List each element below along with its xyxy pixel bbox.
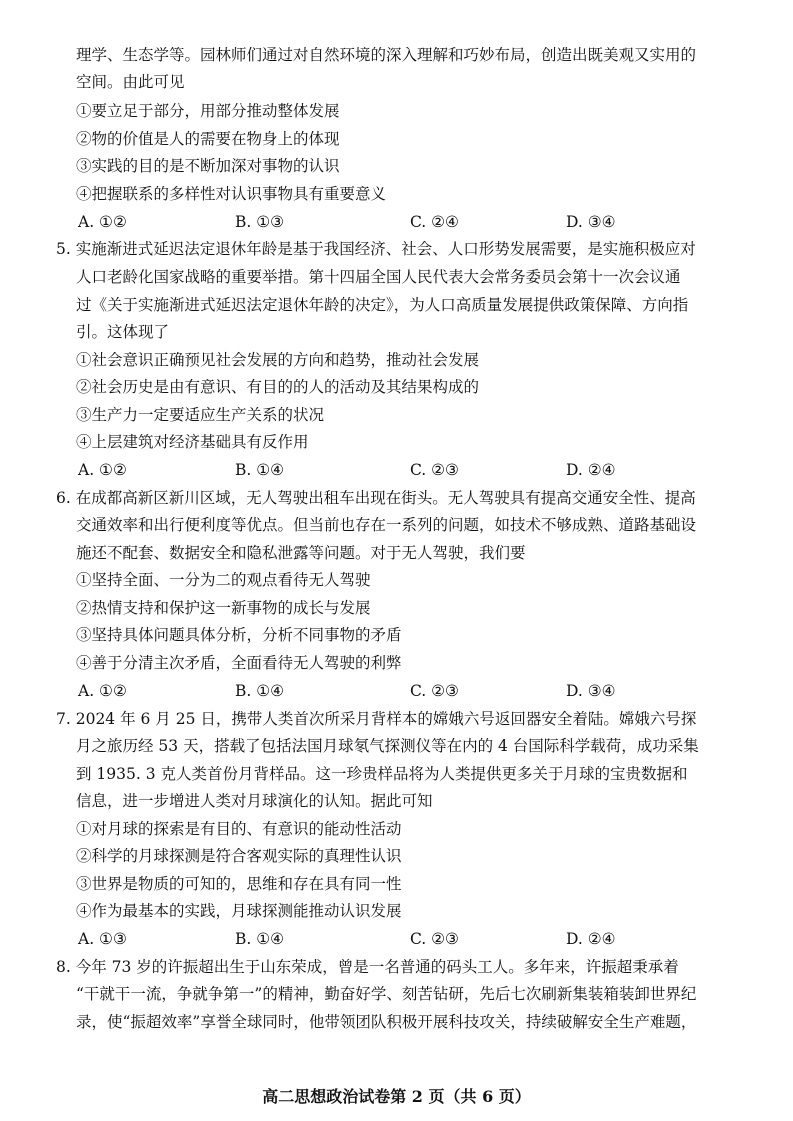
question-text-line: 月之旅历经 53 天，搭载了包括法国月球氡气探测仪等在内的 4 台国际科学载荷，成功采集 [76,737,699,755]
option-d: D. ②④ [566,930,616,948]
question-text-line: 6. 在成都高新区新川区域，无人驾驶出租车出现在街头。无人驾驶具有提高交通安全性、提高 [56,489,696,507]
option-c: C. ②③ [410,682,459,700]
question-text-line: 交通效率和出行便利度等优点。但当前也存在一系列的问题，如技术不够成熟、道路基础设 [76,516,697,534]
option-b: B. ①④ [235,461,285,479]
option-a: A. ①② [78,461,127,479]
statement-3: ③实践的目的是不断加深对事物的认识 [76,157,340,175]
statement-1: ①坚持全面、一分为二的观点看待无人驾驶 [76,571,371,589]
question-text-line: “干就干一流，争就争第一”的精神，勤奋好学、刻苦钻研，先后七次刷新集装箱装卸世界纪 [76,985,697,1003]
question-text-line: 引。这体现了 [76,323,170,341]
option-d: D. ③④ [566,213,616,231]
question-text-line: 信息，进一步增进人类对月球演化的认知。据此可知 [76,792,433,810]
question-text-line: 理学、生态学等。园林师们通过对自然环境的深入理解和巧妙布局，创造出既美观又实用的 [76,46,697,64]
option-c: C. ②④ [410,213,459,231]
question-text-line: 7. 2024 年 6 月 25 日，携带人类首次所采月背样本的嫦娥六号返回器安全着陆。嫦娥六号探 [56,710,697,728]
statement-1: ①对月球的探索是有目的、有意识的能动性活动 [76,820,402,838]
statement-2: ②科学的月球探测是符合客观实际的真理性认识 [76,847,402,865]
statement-4: ④作为最基本的实践，月球探测能推动认识发展 [76,902,402,920]
question-text-line: 5. 实施渐进式延迟法定退休年龄是基于我国经济、社会、人口形势发展需要，是实施积极应对 [56,240,696,258]
question-text-line: 施还不配套、数据安全和隐私泄露等问题。对于无人驾驶，我们要 [76,544,526,562]
question-text-line: 空间。由此可见 [76,73,185,91]
option-d: D. ③④ [566,682,616,700]
statement-4: ④善于分清主次矛盾，全面看待无人驾驶的利弊 [76,654,402,672]
option-c: C. ②③ [410,461,459,479]
question-text-line: 人口老龄化国家战略的重要举措。第十四届全国人民代表大会常务委员会第十一次会议通 [76,268,681,286]
statement-2: ②物的价值是人的需要在物身上的体现 [76,130,340,148]
statement-2: ②社会历史是由有意识、有目的的人的活动及其结果构成的 [76,378,480,396]
statement-3: ③生产力一定要适应生产关系的状况 [76,406,325,424]
option-a: A. ①③ [78,930,127,948]
option-a: A. ①② [78,213,127,231]
option-b: B. ①④ [235,930,285,948]
statement-2: ②热情支持和保护这一新事物的成长与发展 [76,599,371,617]
option-a: A. ①② [78,682,127,700]
statement-3: ③坚持具体问题具体分析，分析不同事物的矛盾 [76,626,402,644]
option-b: B. ①③ [235,213,285,231]
question-text-line: 8. 今年 73 岁的许振超出生于山东荣成，曾是一名普通的码头工人。多年来，许振超秉承着 [56,958,679,976]
statement-4: ④把握联系的多样性对认识事物具有重要意义 [76,185,387,203]
question-text-line: 到 1935. 3 克人类首份月背样品。这一珍贵样品将为人类提供更多关于月球的宝贵数据和 [76,765,688,783]
option-d: D. ②④ [566,461,616,479]
page-footer: 高二思想政治试卷第 2 页（共 6 页） [262,1087,531,1106]
option-c: C. ②③ [410,930,459,948]
statement-1: ①要立足于部分，用部分推动整体发展 [76,102,340,120]
statement-3: ③世界是物质的可知的，思维和存在具有同一性 [76,875,402,893]
statement-1: ①社会意识正确预见社会发展的方向和趋势，推动社会发展 [76,351,480,369]
question-text-line: 过《关于实施渐进式延迟法定退休年龄的决定》，为人口高质量发展提供政策保障、方向指 [76,296,689,314]
question-text-line: 录，使“振超效率”享誉全球同时，他带领团队积极开展科技攻关，持续破解安全生产难题， [76,1013,697,1031]
statement-4: ④上层建筑对经济基础具有反作用 [76,433,309,451]
option-b: B. ①④ [235,682,285,700]
